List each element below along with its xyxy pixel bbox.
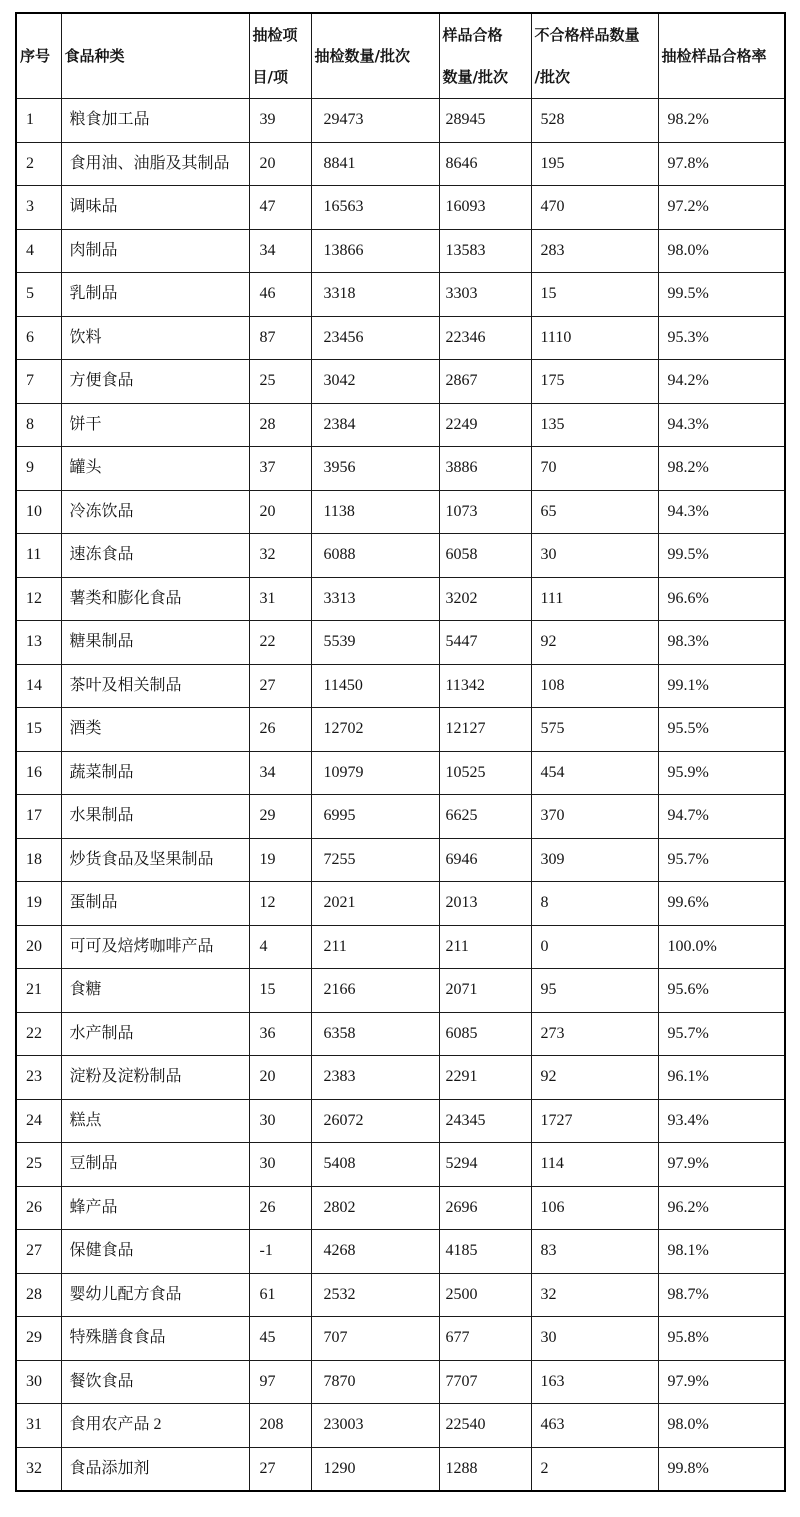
cell-index: 27	[16, 1230, 61, 1274]
cell-pass-rate: 97.9%	[658, 1143, 785, 1187]
cell-pass-rate: 99.5%	[658, 534, 785, 578]
cell-items: 36	[249, 1012, 311, 1056]
cell-unqualified: 1110	[531, 316, 658, 360]
cell-unqualified: 175	[531, 360, 658, 404]
cell-pass-rate: 94.3%	[658, 490, 785, 534]
cell-category: 乳制品	[61, 273, 249, 317]
cell-items: 20	[249, 142, 311, 186]
header-sampled	[311, 13, 439, 99]
cell-index: 17	[16, 795, 61, 839]
cell-unqualified: 92	[531, 1056, 658, 1100]
table-row	[16, 751, 785, 795]
cell-items: 19	[249, 838, 311, 882]
cell-qualified: 13583	[439, 229, 531, 273]
table-row	[16, 969, 785, 1013]
cell-items: 22	[249, 621, 311, 665]
cell-category: 罐头	[61, 447, 249, 491]
cell-unqualified: 370	[531, 795, 658, 839]
cell-sampled: 211	[311, 925, 439, 969]
cell-items: 47	[249, 186, 311, 230]
cell-unqualified: 135	[531, 403, 658, 447]
cell-qualified: 2071	[439, 969, 531, 1013]
cell-qualified: 22540	[439, 1404, 531, 1448]
cell-unqualified: 95	[531, 969, 658, 1013]
cell-qualified: 12127	[439, 708, 531, 752]
cell-index: 4	[16, 229, 61, 273]
cell-pass-rate: 93.4%	[658, 1099, 785, 1143]
cell-category: 蜂产品	[61, 1186, 249, 1230]
cell-sampled: 23456	[311, 316, 439, 360]
cell-sampled: 8841	[311, 142, 439, 186]
cell-sampled: 6088	[311, 534, 439, 578]
cell-sampled: 23003	[311, 1404, 439, 1448]
cell-qualified: 6946	[439, 838, 531, 882]
cell-sampled: 12702	[311, 708, 439, 752]
cell-unqualified: 273	[531, 1012, 658, 1056]
cell-qualified: 16093	[439, 186, 531, 230]
table-body	[16, 99, 785, 1491]
cell-unqualified: 83	[531, 1230, 658, 1274]
cell-unqualified: 15	[531, 273, 658, 317]
header-index-label: 序号	[20, 47, 51, 65]
cell-index: 3	[16, 186, 61, 230]
cell-index: 29	[16, 1317, 61, 1361]
cell-items: 27	[249, 1447, 311, 1491]
cell-pass-rate: 94.2%	[658, 360, 785, 404]
cell-items: 37	[249, 447, 311, 491]
cell-category: 特殊膳食食品	[61, 1317, 249, 1361]
cell-unqualified: 30	[531, 534, 658, 578]
cell-category: 方便食品	[61, 360, 249, 404]
cell-qualified: 5294	[439, 1143, 531, 1187]
cell-index: 11	[16, 534, 61, 578]
cell-sampled: 3956	[311, 447, 439, 491]
cell-pass-rate: 95.5%	[658, 708, 785, 752]
cell-items: 34	[249, 229, 311, 273]
cell-pass-rate: 94.3%	[658, 403, 785, 447]
cell-index: 19	[16, 882, 61, 926]
cell-pass-rate: 100.0%	[658, 925, 785, 969]
cell-pass-rate: 99.6%	[658, 882, 785, 926]
cell-unqualified: 283	[531, 229, 658, 273]
cell-index: 12	[16, 577, 61, 621]
table-row	[16, 360, 785, 404]
cell-index: 15	[16, 708, 61, 752]
header-unqualified	[531, 13, 658, 99]
cell-qualified: 2249	[439, 403, 531, 447]
cell-index: 14	[16, 664, 61, 708]
cell-pass-rate: 99.8%	[658, 1447, 785, 1491]
cell-unqualified: 195	[531, 142, 658, 186]
cell-pass-rate: 99.5%	[658, 273, 785, 317]
cell-qualified: 2291	[439, 1056, 531, 1100]
cell-unqualified: 463	[531, 1404, 658, 1448]
cell-items: 27	[249, 664, 311, 708]
cell-items: 208	[249, 1404, 311, 1448]
table-row	[16, 1056, 785, 1100]
table-row	[16, 490, 785, 534]
cell-unqualified: 106	[531, 1186, 658, 1230]
cell-index: 21	[16, 969, 61, 1013]
header-items-label-line1: 抽检项	[252, 26, 298, 44]
cell-category: 食用油、油脂及其制品	[61, 142, 249, 186]
cell-items: 20	[249, 1056, 311, 1100]
cell-index: 6	[16, 316, 61, 360]
cell-category: 食品添加剂	[61, 1447, 249, 1491]
header-qualified	[439, 13, 531, 99]
cell-unqualified: 575	[531, 708, 658, 752]
cell-items: 4	[249, 925, 311, 969]
cell-qualified: 22346	[439, 316, 531, 360]
cell-items: 12	[249, 882, 311, 926]
cell-index: 5	[16, 273, 61, 317]
cell-sampled: 7870	[311, 1360, 439, 1404]
cell-pass-rate: 99.1%	[658, 664, 785, 708]
header-items-label-line2: 目/项	[252, 68, 288, 86]
cell-index: 22	[16, 1012, 61, 1056]
table-row	[16, 1012, 785, 1056]
cell-index: 31	[16, 1404, 61, 1448]
cell-qualified: 6085	[439, 1012, 531, 1056]
cell-category: 糕点	[61, 1099, 249, 1143]
cell-category: 茶叶及相关制品	[61, 664, 249, 708]
cell-items: 20	[249, 490, 311, 534]
table-row	[16, 1143, 785, 1187]
table-row	[16, 838, 785, 882]
cell-qualified: 3303	[439, 273, 531, 317]
cell-category: 肉制品	[61, 229, 249, 273]
cell-unqualified: 163	[531, 1360, 658, 1404]
cell-qualified: 4185	[439, 1230, 531, 1274]
cell-unqualified: 70	[531, 447, 658, 491]
cell-pass-rate: 95.7%	[658, 1012, 785, 1056]
cell-pass-rate: 98.2%	[658, 99, 785, 143]
cell-category: 豆制品	[61, 1143, 249, 1187]
cell-category: 酒类	[61, 708, 249, 752]
table-row	[16, 229, 785, 273]
table-row	[16, 403, 785, 447]
cell-index: 23	[16, 1056, 61, 1100]
cell-category: 食糖	[61, 969, 249, 1013]
cell-pass-rate: 95.7%	[658, 838, 785, 882]
cell-pass-rate: 97.8%	[658, 142, 785, 186]
cell-qualified: 2867	[439, 360, 531, 404]
cell-pass-rate: 97.2%	[658, 186, 785, 230]
cell-qualified: 7707	[439, 1360, 531, 1404]
cell-qualified: 10525	[439, 751, 531, 795]
cell-sampled: 26072	[311, 1099, 439, 1143]
cell-items: 28	[249, 403, 311, 447]
cell-unqualified: 1727	[531, 1099, 658, 1143]
cell-pass-rate: 95.3%	[658, 316, 785, 360]
cell-category: 食用农产品 2	[61, 1404, 249, 1448]
cell-unqualified: 92	[531, 621, 658, 665]
cell-index: 1	[16, 99, 61, 143]
cell-qualified: 3202	[439, 577, 531, 621]
cell-sampled: 4268	[311, 1230, 439, 1274]
cell-items: 46	[249, 273, 311, 317]
cell-category: 饮料	[61, 316, 249, 360]
cell-qualified: 6058	[439, 534, 531, 578]
cell-items: -1	[249, 1230, 311, 1274]
cell-sampled: 2384	[311, 403, 439, 447]
cell-index: 2	[16, 142, 61, 186]
cell-category: 调味品	[61, 186, 249, 230]
cell-index: 28	[16, 1273, 61, 1317]
cell-sampled: 2021	[311, 882, 439, 926]
cell-pass-rate: 96.6%	[658, 577, 785, 621]
cell-qualified: 2696	[439, 1186, 531, 1230]
cell-index: 16	[16, 751, 61, 795]
cell-index: 24	[16, 1099, 61, 1143]
table-row	[16, 1186, 785, 1230]
cell-category: 淀粉及淀粉制品	[61, 1056, 249, 1100]
cell-category: 粮食加工品	[61, 99, 249, 143]
cell-unqualified: 2	[531, 1447, 658, 1491]
inspection-results-table	[15, 12, 786, 1492]
cell-qualified: 1288	[439, 1447, 531, 1491]
cell-sampled: 5539	[311, 621, 439, 665]
cell-pass-rate: 95.9%	[658, 751, 785, 795]
cell-items: 26	[249, 708, 311, 752]
cell-unqualified: 114	[531, 1143, 658, 1187]
table-row	[16, 577, 785, 621]
cell-qualified: 3886	[439, 447, 531, 491]
header-items	[249, 13, 311, 99]
cell-category: 餐饮食品	[61, 1360, 249, 1404]
table-row	[16, 708, 785, 752]
header-pass-rate-label: 抽检样品合格率	[661, 47, 767, 65]
header-qualified-label-line2: 数量/批次	[442, 68, 508, 86]
cell-qualified: 2013	[439, 882, 531, 926]
cell-items: 32	[249, 534, 311, 578]
table-row	[16, 273, 785, 317]
table-header	[16, 13, 785, 99]
cell-qualified: 28945	[439, 99, 531, 143]
header-index	[16, 13, 61, 99]
cell-category: 饼干	[61, 403, 249, 447]
header-pass-rate	[658, 13, 785, 99]
cell-index: 30	[16, 1360, 61, 1404]
cell-sampled: 1290	[311, 1447, 439, 1491]
header-unqualified-label-line1: 不合格样品数量	[534, 26, 640, 44]
cell-qualified: 211	[439, 925, 531, 969]
cell-sampled: 13866	[311, 229, 439, 273]
cell-items: 39	[249, 99, 311, 143]
cell-sampled: 2802	[311, 1186, 439, 1230]
table-row	[16, 1099, 785, 1143]
cell-items: 30	[249, 1143, 311, 1187]
cell-index: 20	[16, 925, 61, 969]
cell-items: 25	[249, 360, 311, 404]
cell-index: 9	[16, 447, 61, 491]
cell-items: 87	[249, 316, 311, 360]
cell-unqualified: 32	[531, 1273, 658, 1317]
cell-unqualified: 470	[531, 186, 658, 230]
table-row	[16, 664, 785, 708]
cell-category: 蔬菜制品	[61, 751, 249, 795]
cell-sampled: 3042	[311, 360, 439, 404]
cell-items: 45	[249, 1317, 311, 1361]
table-row	[16, 534, 785, 578]
cell-category: 速冻食品	[61, 534, 249, 578]
header-row	[16, 13, 785, 99]
cell-unqualified: 65	[531, 490, 658, 534]
cell-qualified: 1073	[439, 490, 531, 534]
cell-sampled: 5408	[311, 1143, 439, 1187]
cell-category: 婴幼儿配方食品	[61, 1273, 249, 1317]
table-row	[16, 1360, 785, 1404]
header-qualified-label-line1: 样品合格	[442, 26, 503, 44]
cell-index: 7	[16, 360, 61, 404]
cell-pass-rate: 95.6%	[658, 969, 785, 1013]
cell-items: 29	[249, 795, 311, 839]
cell-qualified: 2500	[439, 1273, 531, 1317]
cell-qualified: 11342	[439, 664, 531, 708]
cell-qualified: 8646	[439, 142, 531, 186]
cell-pass-rate: 95.8%	[658, 1317, 785, 1361]
cell-pass-rate: 96.1%	[658, 1056, 785, 1100]
cell-items: 26	[249, 1186, 311, 1230]
cell-index: 18	[16, 838, 61, 882]
header-category-label: 食品种类	[64, 47, 125, 65]
cell-unqualified: 528	[531, 99, 658, 143]
table-row	[16, 1230, 785, 1274]
cell-unqualified: 108	[531, 664, 658, 708]
cell-sampled: 6995	[311, 795, 439, 839]
cell-sampled: 2383	[311, 1056, 439, 1100]
table-row	[16, 1404, 785, 1448]
cell-unqualified: 309	[531, 838, 658, 882]
cell-category: 薯类和膨化食品	[61, 577, 249, 621]
table-row	[16, 447, 785, 491]
cell-items: 31	[249, 577, 311, 621]
cell-sampled: 1138	[311, 490, 439, 534]
cell-unqualified: 8	[531, 882, 658, 926]
table-row	[16, 316, 785, 360]
cell-pass-rate: 98.7%	[658, 1273, 785, 1317]
cell-qualified: 677	[439, 1317, 531, 1361]
cell-index: 10	[16, 490, 61, 534]
table-row	[16, 1317, 785, 1361]
cell-category: 保健食品	[61, 1230, 249, 1274]
table-row	[16, 186, 785, 230]
table-row	[16, 795, 785, 839]
table-row	[16, 621, 785, 665]
cell-pass-rate: 98.0%	[658, 229, 785, 273]
cell-pass-rate: 98.2%	[658, 447, 785, 491]
cell-sampled: 11450	[311, 664, 439, 708]
cell-qualified: 24345	[439, 1099, 531, 1143]
cell-items: 97	[249, 1360, 311, 1404]
cell-sampled: 29473	[311, 99, 439, 143]
cell-index: 13	[16, 621, 61, 665]
cell-sampled: 3318	[311, 273, 439, 317]
table-row	[16, 142, 785, 186]
cell-unqualified: 454	[531, 751, 658, 795]
cell-items: 34	[249, 751, 311, 795]
cell-sampled: 2532	[311, 1273, 439, 1317]
cell-index: 32	[16, 1447, 61, 1491]
cell-index: 25	[16, 1143, 61, 1187]
cell-category: 糖果制品	[61, 621, 249, 665]
cell-category: 冷冻饮品	[61, 490, 249, 534]
cell-qualified: 5447	[439, 621, 531, 665]
cell-items: 30	[249, 1099, 311, 1143]
cell-pass-rate: 97.9%	[658, 1360, 785, 1404]
cell-pass-rate: 98.3%	[658, 621, 785, 665]
cell-sampled: 707	[311, 1317, 439, 1361]
table-row	[16, 1273, 785, 1317]
cell-category: 可可及焙烤咖啡产品	[61, 925, 249, 969]
cell-pass-rate: 98.1%	[658, 1230, 785, 1274]
cell-unqualified: 0	[531, 925, 658, 969]
cell-pass-rate: 96.2%	[658, 1186, 785, 1230]
cell-sampled: 7255	[311, 838, 439, 882]
cell-index: 26	[16, 1186, 61, 1230]
table-row	[16, 1447, 785, 1491]
cell-category: 水果制品	[61, 795, 249, 839]
cell-category: 炒货食品及坚果制品	[61, 838, 249, 882]
cell-sampled: 10979	[311, 751, 439, 795]
cell-sampled: 2166	[311, 969, 439, 1013]
cell-pass-rate: 94.7%	[658, 795, 785, 839]
cell-qualified: 6625	[439, 795, 531, 839]
cell-category: 水产制品	[61, 1012, 249, 1056]
cell-items: 61	[249, 1273, 311, 1317]
cell-sampled: 16563	[311, 186, 439, 230]
cell-unqualified: 111	[531, 577, 658, 621]
header-unqualified-label-line2: /批次	[534, 68, 570, 86]
cell-sampled: 3313	[311, 577, 439, 621]
cell-sampled: 6358	[311, 1012, 439, 1056]
table-row	[16, 99, 785, 143]
cell-items: 15	[249, 969, 311, 1013]
cell-unqualified: 30	[531, 1317, 658, 1361]
cell-index: 8	[16, 403, 61, 447]
cell-category: 蛋制品	[61, 882, 249, 926]
table-row	[16, 925, 785, 969]
cell-pass-rate: 98.0%	[658, 1404, 785, 1448]
header-sampled-label: 抽检数量/批次	[314, 47, 410, 65]
table-row	[16, 882, 785, 926]
header-category	[61, 13, 249, 99]
